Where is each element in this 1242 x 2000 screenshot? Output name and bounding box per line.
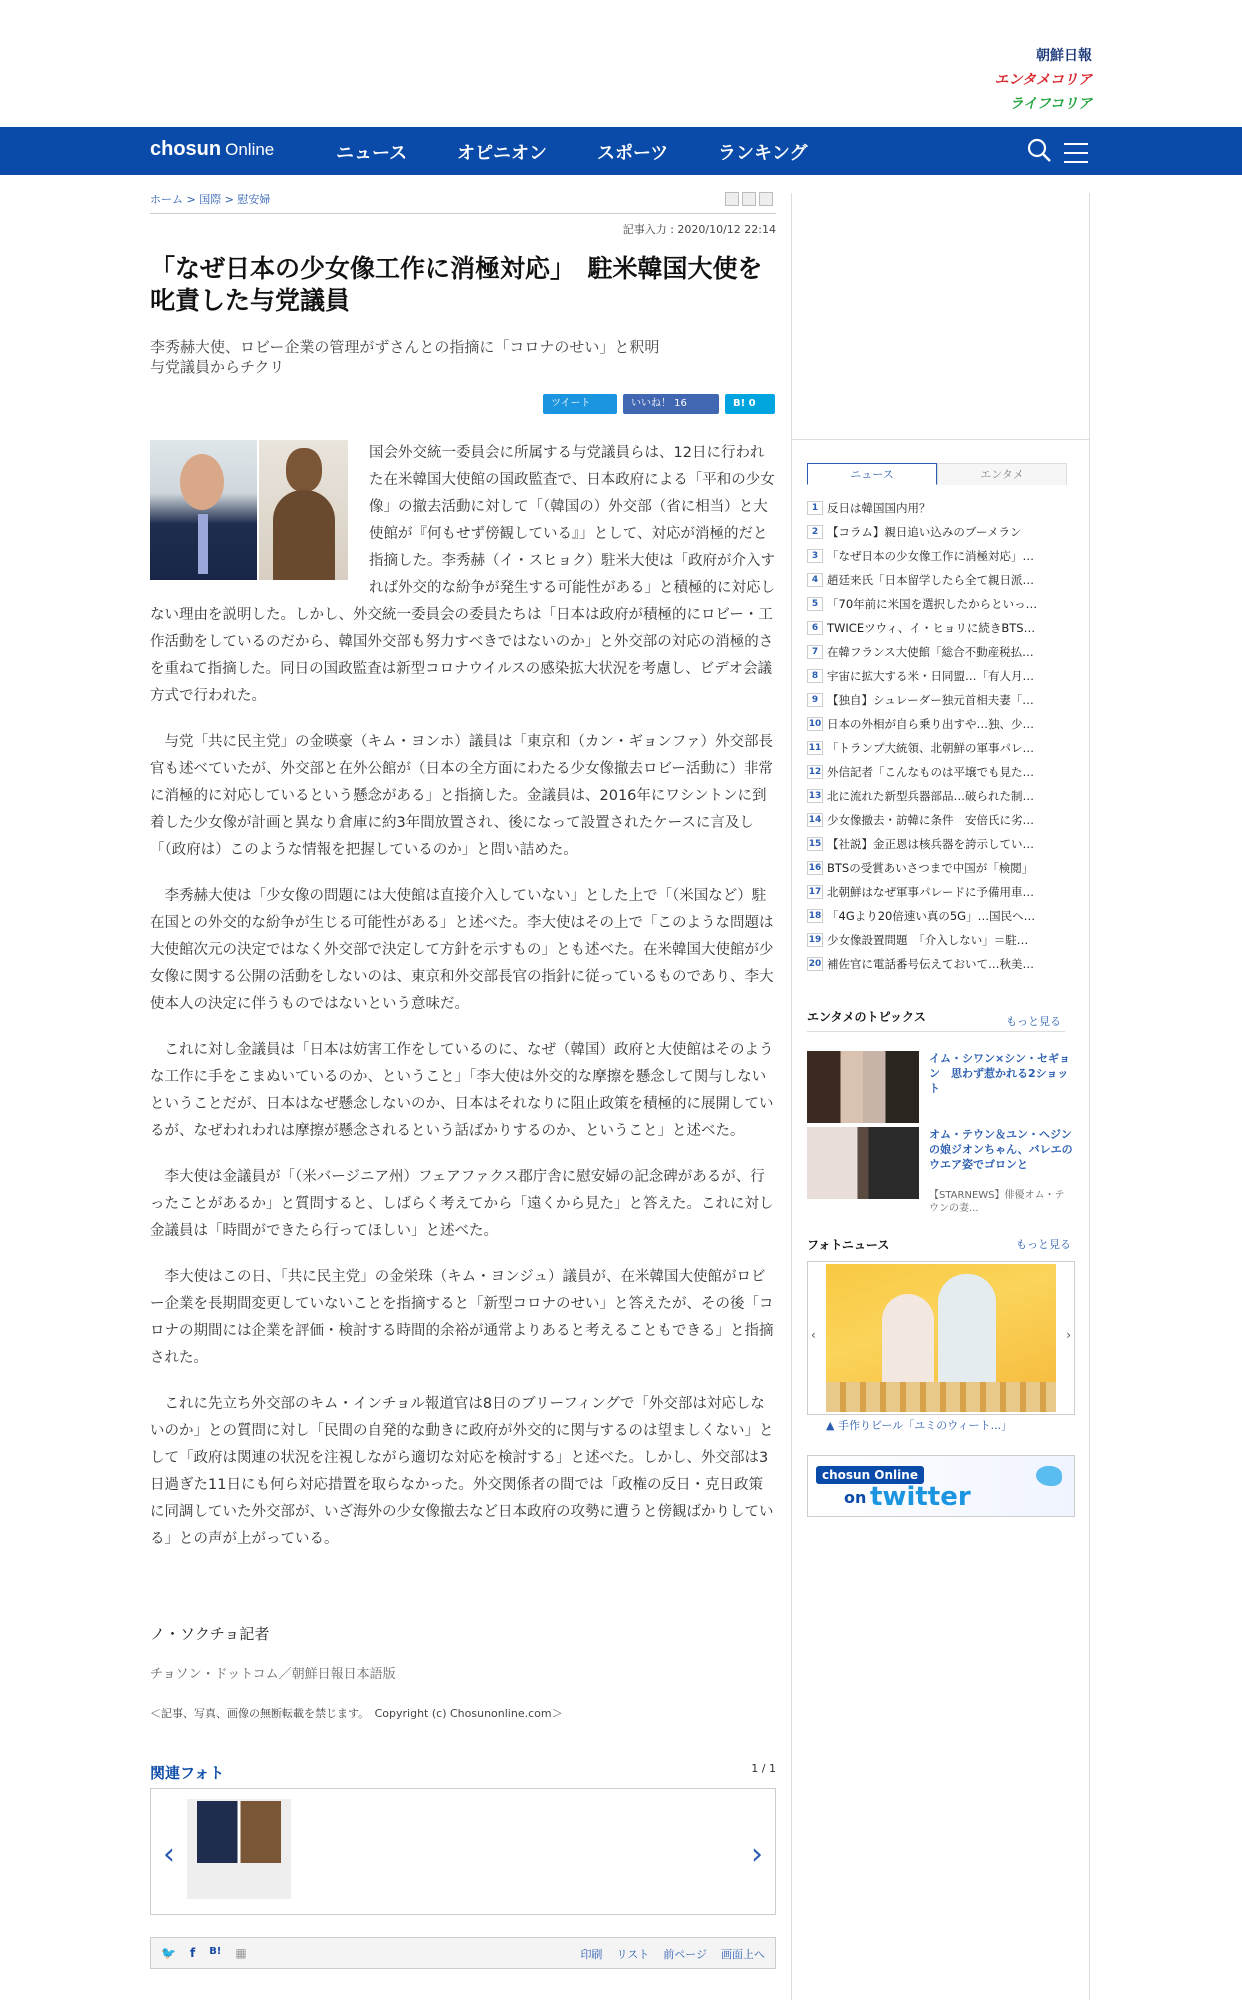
list-link[interactable]: リスト	[616, 1948, 650, 1961]
carousel-next-icon[interactable]: ›	[751, 1837, 763, 1872]
print-link[interactable]: 印刷	[580, 1948, 603, 1961]
tweet-button[interactable]: ツイート	[543, 394, 617, 414]
hatena-icon[interactable]: B!	[209, 1946, 222, 1957]
enta-caption: オム・テウン＆ユン・ヘジンの娘ジオンちゃん、バレエのウエア姿でゴロンと	[929, 1128, 1073, 1171]
print-icon[interactable]	[759, 192, 773, 206]
article-paragraph: 李大使は金議員が「（米バージニア州）フェアファクス郡庁舎に慰安婦の記念碑があるが、行ったことがあるか」と質問すると、しばらく考えてから「遠くから見た」と答えた。これに対し金議員は「時間ができたら行ってほしい」と述べた。	[150, 1169, 774, 1239]
carousel-prev-icon[interactable]: ‹	[811, 1328, 816, 1342]
ranking-list	[807, 496, 1065, 976]
breadcrumb[interactable]: ホーム > 国際 > 慰安婦	[150, 193, 271, 206]
byline: ノ・ソクチョ記者	[150, 1625, 270, 1643]
list-item[interactable]: 11 「トランプ大統領、北朝鮮の軍事パレ…	[808, 741, 1034, 755]
page-top-link[interactable]: 画面上へ	[721, 1948, 765, 1961]
divider	[807, 1031, 1065, 1032]
enta-thumb	[807, 1051, 919, 1123]
twitter-banner[interactable]	[807, 1455, 1075, 1517]
footer-share-icons	[161, 1946, 247, 1960]
menu-icon[interactable]	[1064, 139, 1088, 161]
list-item[interactable]: 16 BTSの受賞あいさつまで中国が「検閲」	[808, 861, 1034, 875]
list-item[interactable]: 8 宇宙に拡大する米・日同盟…「有人月…	[807, 664, 1065, 688]
article-paragraph: 国会外交統一委員会に所属する与党議員らは、12日に行われた在米韓国大使館の国政監査で、日本政府による「平和の少女像」の撤去活動に対して「（韓国の）外交部（省に相当）と大使館が『何もせず傍観している』」として、対応が消極的だと指摘した。李秀赫（イ・スヒョク）駐米大使は「政府が介入すれば外交的な紛争が発生する可能性がある」と積極的に対応しない理由を説明した。しかし、外交統一委員会の委員たちは「日本は政府が積極的にロビー・工作活動をしているのだから、韓国外交部も努力すべきではないのか」と外交部の対応の消極的さを重ねて指摘した。同日の国政監査は新型コロナウイルスの感染拡大状況を考慮し、ビデオ会議方式で行われた。	[150, 445, 775, 704]
list-item[interactable]: 12 外信記者「こんなものは平壌でも見た…	[808, 765, 1034, 779]
brand-suffix: Online	[225, 140, 275, 159]
brand-logos	[960, 44, 1092, 116]
photo-news-title: フォトニュース	[807, 1238, 890, 1252]
list-item[interactable]: 10 日本の外相が自ら乗り出すや…独、少…	[808, 717, 1034, 731]
facebook-like-button[interactable]: いいね！ 16	[623, 394, 719, 414]
article-footer-bar	[150, 1937, 776, 1969]
nav-news[interactable]: ニュース	[336, 143, 408, 164]
prev-page-link[interactable]: 前ページ	[663, 1948, 707, 1961]
carousel-next-icon[interactable]: ›	[1066, 1328, 1071, 1342]
chosun-ilbo-logo[interactable]: 朝鮮日報	[1036, 48, 1092, 64]
list-item[interactable]: 15 【社説】金正恩は核兵器を誇示してい…	[808, 837, 1034, 851]
carousel-prev-icon[interactable]: ‹	[163, 1837, 175, 1872]
article-subhead: 李秀赫大使、ロビー企業の管理がずさんとの指摘に「コロナのせい」と釈明 与党議員からチクリ	[150, 338, 660, 376]
article-paragraph: これに対し金議員は「日本は妨害工作をしているのに、なぜ（韓国）政府と大使館はそのような工作に手をこまぬいているのか、ということ」「李大使は外交的な摩擦を懸念して関与しないということだが、日本はなぜ懸念しないのか、日本はそれなりに阻止政策を積極的に展開しているが、なぜわれわれは摩擦が懸念されるという話ばかりするのか、ということ」と述べた。	[150, 1042, 774, 1139]
list-item[interactable]: 14 少女像撤去・訪韓に条件 安倍氏に劣…	[808, 813, 1034, 827]
enta-more-link[interactable]: もっと見る	[1006, 1015, 1061, 1028]
article-body	[150, 440, 776, 1572]
twitter-wordmark: twitter	[870, 1482, 971, 1512]
photo-more-link[interactable]: もっと見る	[1016, 1238, 1071, 1251]
font-large-icon[interactable]	[742, 192, 756, 206]
photo-news-caption[interactable]: ▲ 手作りビール「ユミのウィート...」	[826, 1419, 1013, 1432]
list-item[interactable]: 6 TWICEツウィ、イ・ヒョリに続きBTS…	[807, 616, 1065, 640]
nav-opinion[interactable]: オピニオン	[457, 143, 547, 164]
related-photos-carousel	[150, 1788, 776, 1915]
main-nav	[0, 127, 1242, 175]
enta-korea-logo[interactable]: エンタメコリア	[994, 72, 1092, 88]
enta-thumb	[807, 1127, 919, 1199]
bookmark-icon[interactable]: ▦	[235, 1946, 247, 1960]
photo-news-image[interactable]	[826, 1264, 1056, 1412]
list-item[interactable]: 17 北朝鮮はなぜ軍事パレードに予備用車…	[808, 885, 1034, 899]
hatena-bookmark-button[interactable]: B! 0	[725, 394, 775, 414]
article-tools	[725, 192, 773, 206]
footer-links	[580, 1946, 765, 1962]
photo-news-carousel	[807, 1261, 1075, 1415]
article-dateline: 記事入力 : 2020/10/12 22:14	[622, 223, 776, 236]
tab-news[interactable]: ニュース	[807, 463, 937, 485]
divider	[150, 213, 776, 214]
related-photos-count: 1 / 1	[751, 1762, 776, 1775]
list-item[interactable]: 3 「なぜ日本の少女像工作に消極対応」…	[807, 544, 1065, 568]
nav-sports[interactable]: スポーツ	[597, 143, 669, 164]
list-item[interactable]: 1 反日は韓国国内用？	[807, 496, 1065, 520]
article-source: チョソン・ドットコム／朝鮮日報日本語版	[150, 1667, 396, 1682]
list-item[interactable]: 13 北に流れた新型兵器部品…破られた制…	[808, 789, 1034, 803]
list-item[interactable]: 19 少女像設置問題 「介入しない」＝駐…	[808, 933, 1029, 947]
list-item[interactable]: 7 在韓フランス大使館「総合不動産税払…	[807, 640, 1065, 664]
copyright-notice: ＜記事、写真、画像の無断転載を禁じます。 Copyright (c) Chosunonline.com＞	[150, 1707, 563, 1720]
nav-ranking[interactable]: ランキング	[718, 143, 808, 164]
enta-topics-title: エンタメのトピックス	[807, 1010, 926, 1024]
related-photo-thumb[interactable]	[187, 1799, 291, 1899]
list-item[interactable]: 4 趙廷来氏「日本留学したら全て親日派…	[807, 568, 1065, 592]
article-headline: 「なぜ日本の少女像工作に消極対応」 駐米韓国大使を叱責した与党議員	[150, 254, 763, 315]
facebook-icon[interactable]: f	[189, 1946, 196, 1960]
share-buttons	[543, 394, 775, 414]
life-korea-logo[interactable]: ライフコリア	[1009, 96, 1092, 112]
article-paragraph: 李秀赫大使は「少女像の問題には大使館は直接介入していない」とした上で「（米国など）駐在国との外交的な紛争が生じる可能性がある」と述べた。李大使はその上で「このような問題は大使館次元の決定ではなく外交部で決定して方針を示すもの」とも述べた。在米韓国大使館が少女像に関する公開の活動をしないのは、東京和外交部長官の指針に従っているものであり、李大使本人の決定に伴うものではないという意味だ。	[150, 888, 774, 1012]
font-small-icon[interactable]	[725, 192, 739, 206]
list-item[interactable]: 2 【コラム】親日追い込みのブーメラン	[807, 520, 1065, 544]
site-logo[interactable]	[150, 138, 274, 161]
list-item[interactable]: 18 「4Gより20倍速い真の5G」…国民へ…	[808, 909, 1036, 923]
sidebar	[791, 193, 1090, 2000]
article-paragraph: 与党「共に民主党」の金暎豪（キム・ヨンホ）議員は「東京和（カン・ギョンファ）外交部長官も述べていたが、外交部と在外公館が（日本の全方面にわたる少女像撤去ロビー活動に）非常に消極的に対応しているという懸念がある」と指摘した。金議員は、2016年にワシントンに到着した少女像が計画と異なり倉庫に約3年間放置され、後になって設置されたケースに言及し「（政府は）このような情報を把握しているのか」と問い詰めた。	[150, 734, 774, 858]
brand-name: chosun	[150, 138, 222, 160]
bird-icon	[1036, 1466, 1062, 1486]
article-paragraph: これに先立ち外交部のキム・インチョル報道官は8日のブリーフィングで「外交部は対応しないのか」との質問に対し「民間の自発的な動きに政府が外交的に関与するのは望ましくない」として「政府は関連の状況を注視しながら適切な対応を検討する」と述べた。しかし、外交部は3日過ぎた11日にも何ら対応措置を取らなかった。外交関係者の間では「政権の反日・克日政策に同調していた外交部が、いざ海外の少女像撤去など日本政府の攻勢に遭うと傍観ばかりしている」との声が上がっている。	[150, 1396, 774, 1547]
enta-subcaption: 【STARNEWS】俳優オム・テウンの妻...	[929, 1190, 1065, 1214]
list-item[interactable]: 5 「70年前に米国を選択したからといっ…	[807, 592, 1065, 616]
twitter-icon[interactable]: 🐦	[161, 1946, 176, 1960]
list-item[interactable]: 20 補佐官に電話番号伝えておいて…秋美…	[808, 957, 1034, 971]
search-icon[interactable]	[1026, 137, 1052, 163]
chosun-online-logo: chosun Online	[816, 1466, 924, 1484]
ad-space	[792, 193, 1089, 440]
banner-on-text: on	[844, 1488, 867, 1507]
enta-caption: イム・シワン×シン・セギョン 思わず惹かれる2ショット	[929, 1052, 1070, 1095]
list-item[interactable]: 9 【独自】シュレーダー独元首相夫妻「…	[807, 688, 1065, 712]
related-photos-title: 関連フォト	[150, 1764, 225, 1782]
article-paragraph: 李大使はこの日、「共に民主党」の金栄珠（キム・ヨンジュ）議員が、在米韓国大使館がロビー企業を長期間変更していないことを指摘すると「新型コロナのせい」と答えたが、その後「コロナの期間には企業を評価・検討する時間的余裕が通常よりあると考えることもできる」と指摘された。	[150, 1269, 774, 1366]
tab-enta[interactable]: エンタメ	[937, 463, 1067, 485]
ranking-tabs	[807, 463, 1065, 485]
